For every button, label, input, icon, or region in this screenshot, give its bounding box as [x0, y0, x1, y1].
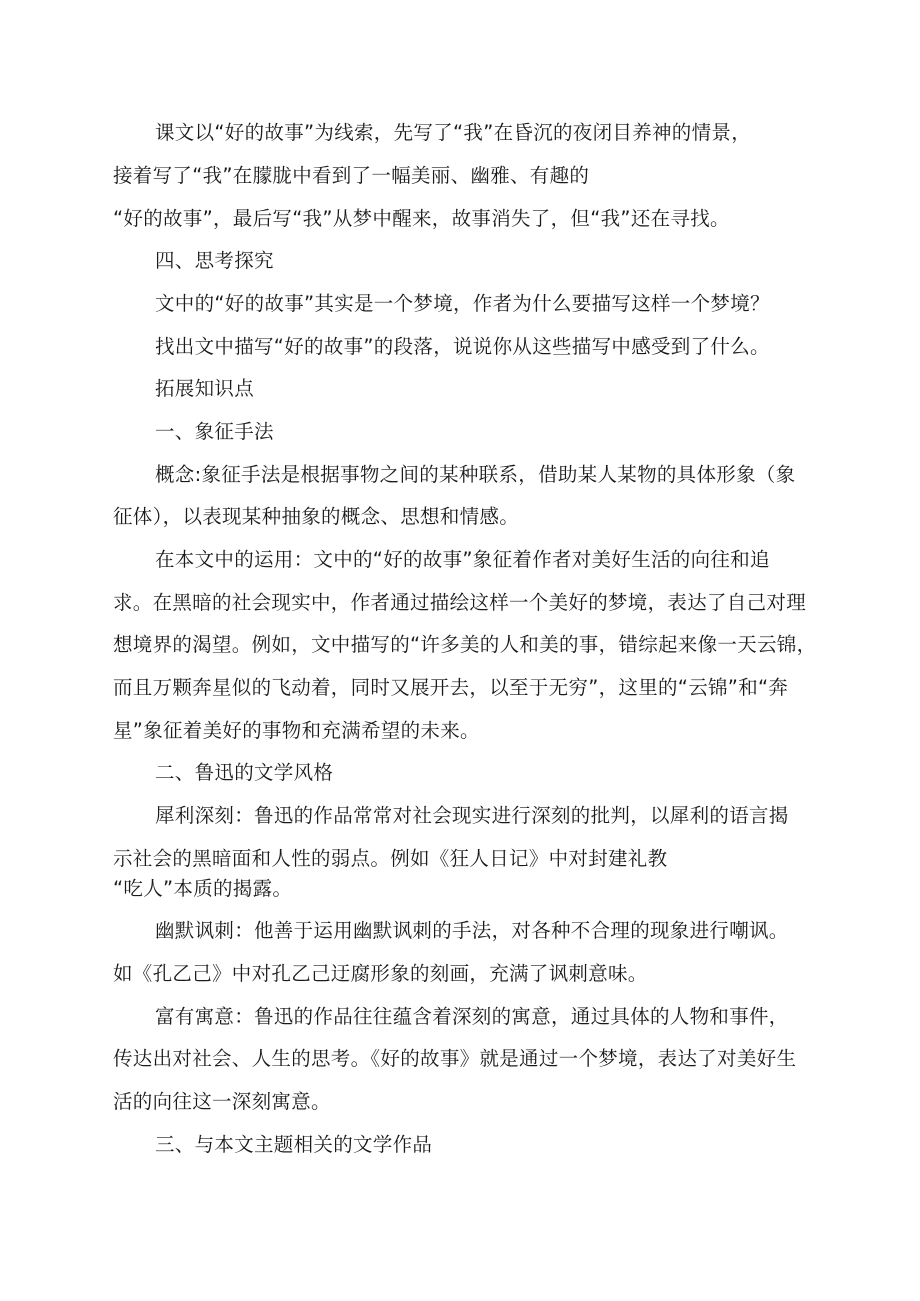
paragraph-line: “吃人”本质的揭露。: [113, 877, 293, 900]
paragraph-line: 如《孔乙己》中对孔乙己迂腐形象的刻画，充满了讽刺意味。: [113, 962, 648, 985]
section-heading: 四、思考探究: [155, 249, 274, 272]
paragraph-line: 求。在黑暗的社会现实中，作者通过描绘这样一个美好的梦境，表达了自己对理: [113, 591, 807, 614]
paragraph-line: 富有寓意：鲁迅的作品往往蕴含着深刻的寓意，通过具体的人物和事件，: [155, 1005, 789, 1028]
paragraph-line: 犀利深刻：鲁迅的作品常常对社会现实进行深刻的批判，以犀利的语言揭: [155, 804, 789, 827]
paragraph-line: 星”象征着美好的事物和充满希望的未来。: [113, 719, 480, 742]
paragraph-line: 幽默讽刺：他善于运用幽默讽刺的手法，对各种不合理的现象进行嘲讽。: [155, 919, 789, 942]
paragraph-line: 征体），以表现某种抽象的概念、思想和情感。: [113, 505, 520, 528]
section-heading: 二、鲁迅的文学风格: [155, 761, 334, 784]
section-heading: 拓展知识点: [155, 377, 255, 400]
paragraph-line: 传达出对社会、人生的思考。《好的故事》就是通过一个梦境，表达了对美好生: [113, 1047, 797, 1070]
paragraph-line: 概念:象征手法是根据事物之间的某种联系，借助某人某物的具体形象（象: [155, 463, 796, 486]
paragraph-line: 课文以“好的故事”为线索，先写了“我”在昏沉的夜闭目养神的情景，: [155, 121, 752, 144]
paragraph-line: 文中的“好的故事”其实是一个梦境，作者为什么要描写这样一个梦境？: [155, 292, 770, 315]
paragraph-line: 示社会的黑暗面和人性的弱点。例如《狂人日记》中对封建礼教: [113, 847, 668, 870]
paragraph-line: “好的故事”，最后写“我”从梦中醒来，故事消失了，但“我”还在寻找。: [113, 207, 730, 230]
section-heading: 一、象征手法: [155, 420, 274, 443]
paragraph-line: 在本文中的运用：文中的“好的故事”象征着作者对美好生活的向往和追: [155, 548, 770, 571]
paragraph-line: 接着写了“我”在朦胧中看到了一幅美丽、幽雅、有趣的: [113, 164, 590, 187]
paragraph-line: 找出文中描写“好的故事”的段落，说说你从这些描写中感受到了什么。: [155, 335, 770, 358]
section-heading: 三、与本文主题相关的文学作品: [155, 1133, 433, 1156]
paragraph-line: 而且万颗奔星似的飞动着，同时又展开去，以至于无穷”，这里的“云锦”和“奔: [113, 676, 789, 699]
paragraph-line: 活的向往这一深刻寓意。: [113, 1090, 331, 1113]
paragraph-line: 想境界的渴望。例如，文中描写的“许多美的人和美的事，错综起来像一天云锦，: [113, 633, 817, 656]
